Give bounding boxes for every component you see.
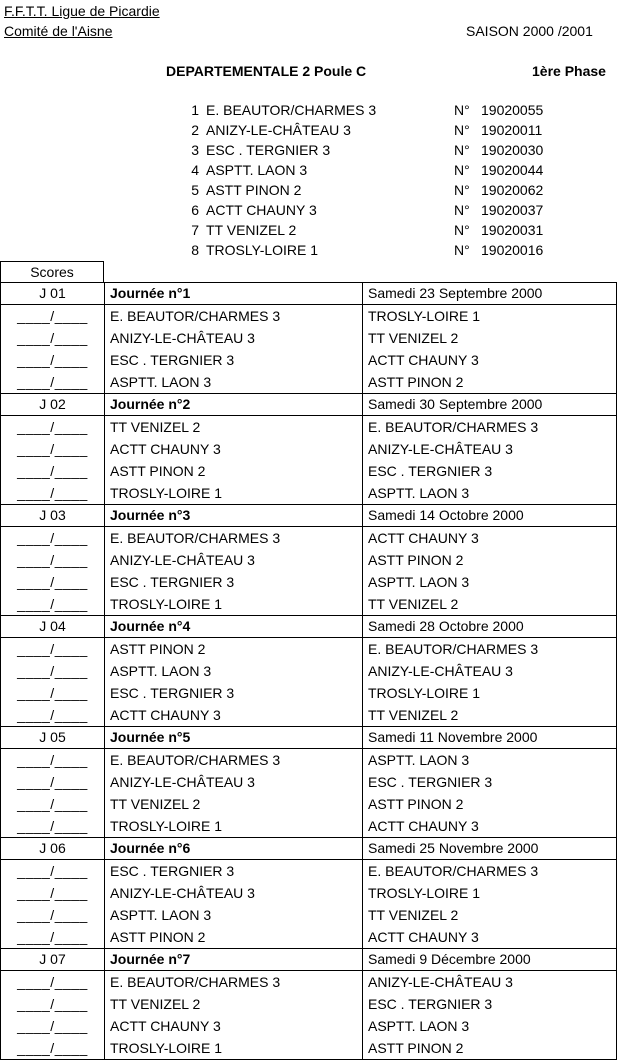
team-id-label: N° bbox=[454, 142, 470, 158]
match-row bbox=[1, 704, 616, 726]
home-team: ASPTT. LAON 3 bbox=[105, 660, 363, 682]
round-header bbox=[1, 838, 616, 860]
round-header bbox=[1, 616, 616, 638]
match-row bbox=[1, 771, 616, 793]
away-team: E. BEAUTOR/CHARMES 3 bbox=[368, 863, 539, 879]
score-field[interactable]: ____/____ bbox=[1, 460, 105, 482]
phase-label: 1ère Phase bbox=[532, 63, 606, 79]
score-field[interactable]: ____/____ bbox=[1, 305, 105, 327]
home-team: TROSLY-LOIRE 1 bbox=[105, 593, 363, 615]
match-row bbox=[1, 327, 616, 349]
round-section bbox=[1, 394, 616, 505]
match-list bbox=[1, 860, 616, 949]
home-team: TT VENIZEL 2 bbox=[105, 793, 363, 815]
round-section bbox=[1, 838, 616, 949]
team-number: 3 bbox=[191, 142, 199, 158]
score-field[interactable]: ____/____ bbox=[1, 638, 105, 660]
round-title: Journée n°3 bbox=[105, 505, 363, 526]
round-header bbox=[1, 949, 616, 971]
match-row bbox=[1, 1015, 616, 1037]
home-team: ESC . TERGNIER 3 bbox=[105, 571, 363, 593]
round-section bbox=[1, 505, 616, 616]
team-list bbox=[0, 102, 620, 262]
round-title: Journée n°6 bbox=[105, 838, 363, 859]
match-row bbox=[1, 438, 616, 460]
score-field[interactable]: ____/____ bbox=[1, 682, 105, 704]
away-team: TT VENIZEL 2 bbox=[368, 707, 459, 723]
home-team: TROSLY-LOIRE 1 bbox=[105, 482, 363, 504]
team-row bbox=[0, 242, 620, 262]
score-field[interactable]: ____/____ bbox=[1, 482, 105, 504]
team-name: ANIZY-LE-CHÂTEAU 3 bbox=[206, 122, 351, 138]
away-team: TT VENIZEL 2 bbox=[368, 330, 459, 346]
team-name: TROSLY-LOIRE 1 bbox=[206, 242, 319, 258]
team-row bbox=[0, 162, 620, 182]
away-team: ASTT PINON 2 bbox=[368, 374, 464, 390]
match-list bbox=[1, 749, 616, 838]
round-date: Samedi 23 Septembre 2000 bbox=[368, 285, 543, 301]
score-field[interactable]: ____/____ bbox=[1, 438, 105, 460]
round-title: Journée n°2 bbox=[105, 394, 363, 415]
match-row bbox=[1, 793, 616, 815]
score-field[interactable]: ____/____ bbox=[1, 416, 105, 438]
score-field[interactable]: ____/____ bbox=[1, 660, 105, 682]
match-row bbox=[1, 549, 616, 571]
match-row bbox=[1, 660, 616, 682]
score-field[interactable]: ____/____ bbox=[1, 815, 105, 837]
round-section bbox=[1, 283, 616, 394]
away-team: TT VENIZEL 2 bbox=[368, 907, 459, 923]
home-team: TT VENIZEL 2 bbox=[105, 993, 363, 1015]
match-row bbox=[1, 1037, 616, 1059]
home-team: ASPTT. LAON 3 bbox=[105, 904, 363, 926]
scores-column-header: Scores bbox=[0, 261, 104, 282]
team-id: 19020030 bbox=[481, 142, 544, 158]
round-header bbox=[1, 505, 616, 527]
match-row bbox=[1, 882, 616, 904]
team-id-label: N° bbox=[454, 242, 470, 258]
score-field[interactable]: ____/____ bbox=[1, 926, 105, 948]
team-name: ASPTT. LAON 3 bbox=[206, 162, 308, 178]
division-title: DEPARTEMENTALE 2 Poule C bbox=[166, 63, 367, 79]
round-title: Journée n°5 bbox=[105, 727, 363, 748]
home-team: ACTT CHAUNY 3 bbox=[105, 438, 363, 460]
season-label: SAISON 2000 /2001 bbox=[466, 23, 593, 39]
home-team: E. BEAUTOR/CHARMES 3 bbox=[105, 971, 363, 993]
round-code: J 05 bbox=[1, 727, 105, 748]
team-id-label: N° bbox=[454, 182, 470, 198]
away-team: ASPTT. LAON 3 bbox=[368, 1018, 470, 1034]
team-id-label: N° bbox=[454, 162, 470, 178]
away-team: ANIZY-LE-CHÂTEAU 3 bbox=[368, 441, 513, 457]
team-id: 19020031 bbox=[481, 222, 544, 238]
home-team: ASTT PINON 2 bbox=[105, 638, 363, 660]
away-team: TROSLY-LOIRE 1 bbox=[368, 885, 481, 901]
team-row bbox=[0, 202, 620, 222]
round-code: J 04 bbox=[1, 616, 105, 637]
score-field[interactable]: ____/____ bbox=[1, 860, 105, 882]
score-field[interactable]: ____/____ bbox=[1, 593, 105, 615]
round-date: Samedi 30 Septembre 2000 bbox=[368, 396, 543, 412]
round-section bbox=[1, 727, 616, 838]
team-number: 5 bbox=[191, 182, 199, 198]
score-field[interactable]: ____/____ bbox=[1, 371, 105, 393]
team-id-label: N° bbox=[454, 102, 470, 118]
round-header bbox=[1, 283, 616, 305]
away-team: ACTT CHAUNY 3 bbox=[368, 929, 479, 945]
match-row bbox=[1, 482, 616, 504]
match-row bbox=[1, 460, 616, 482]
round-date: Samedi 9 Décembre 2000 bbox=[368, 951, 531, 967]
home-team: ASTT PINON 2 bbox=[105, 926, 363, 948]
home-team: E. BEAUTOR/CHARMES 3 bbox=[105, 749, 363, 771]
away-team: ASPTT. LAON 3 bbox=[368, 574, 470, 590]
round-section bbox=[1, 616, 616, 727]
away-team: TT VENIZEL 2 bbox=[368, 596, 459, 612]
match-row bbox=[1, 860, 616, 882]
away-team: ANIZY-LE-CHÂTEAU 3 bbox=[368, 974, 513, 990]
score-field[interactable]: ____/____ bbox=[1, 571, 105, 593]
away-team: ASTT PINON 2 bbox=[368, 552, 464, 568]
score-field[interactable]: ____/____ bbox=[1, 527, 105, 549]
team-name: TT VENIZEL 2 bbox=[206, 222, 297, 238]
round-header bbox=[1, 727, 616, 749]
team-name: ACTT CHAUNY 3 bbox=[206, 202, 317, 218]
home-team: E. BEAUTOR/CHARMES 3 bbox=[105, 527, 363, 549]
team-id-label: N° bbox=[454, 122, 470, 138]
match-row bbox=[1, 305, 616, 327]
round-date: Samedi 28 Octobre 2000 bbox=[368, 618, 524, 634]
match-row bbox=[1, 638, 616, 660]
match-row bbox=[1, 749, 616, 771]
round-code: J 01 bbox=[1, 283, 105, 304]
match-row bbox=[1, 416, 616, 438]
match-list bbox=[1, 638, 616, 727]
home-team: ACTT CHAUNY 3 bbox=[105, 1015, 363, 1037]
home-team: TROSLY-LOIRE 1 bbox=[105, 815, 363, 837]
round-code: J 07 bbox=[1, 949, 105, 970]
match-row bbox=[1, 971, 616, 993]
team-number: 6 bbox=[191, 202, 199, 218]
team-id: 19020037 bbox=[481, 202, 544, 218]
match-row bbox=[1, 527, 616, 549]
schedule-table bbox=[0, 282, 617, 1060]
score-field[interactable]: ____/____ bbox=[1, 971, 105, 993]
round-date: Samedi 14 Octobre 2000 bbox=[368, 507, 524, 523]
committee-title: Comité de l'Aisne bbox=[4, 23, 113, 39]
away-team: ESC . TERGNIER 3 bbox=[368, 774, 493, 790]
team-id: 19020062 bbox=[481, 182, 544, 198]
home-team: ANIZY-LE-CHÂTEAU 3 bbox=[105, 882, 363, 904]
match-row bbox=[1, 904, 616, 926]
home-team: ESC . TERGNIER 3 bbox=[105, 860, 363, 882]
score-field[interactable]: ____/____ bbox=[1, 771, 105, 793]
match-row bbox=[1, 349, 616, 371]
home-team: ASTT PINON 2 bbox=[105, 460, 363, 482]
round-code: J 03 bbox=[1, 505, 105, 526]
team-name: E. BEAUTOR/CHARMES 3 bbox=[206, 102, 377, 118]
team-id: 19020016 bbox=[481, 242, 544, 258]
score-field[interactable]: ____/____ bbox=[1, 749, 105, 771]
home-team: TT VENIZEL 2 bbox=[105, 416, 363, 438]
round-title: Journée n°1 bbox=[105, 283, 363, 304]
match-list bbox=[1, 305, 616, 394]
home-team: ANIZY-LE-CHÂTEAU 3 bbox=[105, 549, 363, 571]
home-team: ASPTT. LAON 3 bbox=[105, 371, 363, 393]
away-team: ESC . TERGNIER 3 bbox=[368, 996, 493, 1012]
round-date: Samedi 25 Novembre 2000 bbox=[368, 840, 539, 856]
score-field[interactable]: ____/____ bbox=[1, 1015, 105, 1037]
team-row bbox=[0, 222, 620, 242]
home-team: ESC . TERGNIER 3 bbox=[105, 682, 363, 704]
away-team: ACTT CHAUNY 3 bbox=[368, 818, 479, 834]
match-list bbox=[1, 416, 616, 505]
away-team: ESC . TERGNIER 3 bbox=[368, 463, 493, 479]
team-row bbox=[0, 122, 620, 142]
score-field[interactable]: ____/____ bbox=[1, 704, 105, 726]
home-team: ANIZY-LE-CHÂTEAU 3 bbox=[105, 771, 363, 793]
round-section bbox=[1, 949, 616, 1059]
match-row bbox=[1, 571, 616, 593]
away-team: TROSLY-LOIRE 1 bbox=[368, 308, 481, 324]
away-team: E. BEAUTOR/CHARMES 3 bbox=[368, 419, 539, 435]
match-row bbox=[1, 682, 616, 704]
team-name: ESC . TERGNIER 3 bbox=[206, 142, 331, 158]
match-list bbox=[1, 527, 616, 616]
score-field[interactable]: ____/____ bbox=[1, 549, 105, 571]
away-team: ANIZY-LE-CHÂTEAU 3 bbox=[368, 663, 513, 679]
team-id: 19020011 bbox=[481, 122, 543, 138]
team-number: 7 bbox=[191, 222, 199, 238]
team-row bbox=[0, 102, 620, 122]
score-field[interactable]: ____/____ bbox=[1, 993, 105, 1015]
team-number: 4 bbox=[191, 162, 199, 178]
away-team: ASPTT. LAON 3 bbox=[368, 485, 470, 501]
away-team: TROSLY-LOIRE 1 bbox=[368, 685, 481, 701]
home-team: E. BEAUTOR/CHARMES 3 bbox=[105, 305, 363, 327]
team-row bbox=[0, 182, 620, 202]
score-field[interactable]: ____/____ bbox=[1, 882, 105, 904]
round-header bbox=[1, 394, 616, 416]
home-team: ACTT CHAUNY 3 bbox=[105, 704, 363, 726]
round-title: Journée n°4 bbox=[105, 616, 363, 637]
match-row bbox=[1, 926, 616, 948]
round-code: J 06 bbox=[1, 838, 105, 859]
away-team: ASPTT. LAON 3 bbox=[368, 752, 470, 768]
away-team: ASTT PINON 2 bbox=[368, 796, 464, 812]
team-number: 1 bbox=[191, 102, 199, 118]
match-row bbox=[1, 815, 616, 837]
score-field[interactable]: ____/____ bbox=[1, 904, 105, 926]
match-list bbox=[1, 971, 616, 1059]
score-field[interactable]: ____/____ bbox=[1, 1037, 105, 1059]
team-id-label: N° bbox=[454, 202, 470, 218]
away-team: ACTT CHAUNY 3 bbox=[368, 530, 479, 546]
score-field[interactable]: ____/____ bbox=[1, 793, 105, 815]
match-row bbox=[1, 993, 616, 1015]
team-id: 19020055 bbox=[481, 102, 544, 118]
score-field[interactable]: ____/____ bbox=[1, 349, 105, 371]
away-team: ASTT PINON 2 bbox=[368, 1040, 464, 1056]
away-team: E. BEAUTOR/CHARMES 3 bbox=[368, 641, 539, 657]
team-number: 2 bbox=[191, 122, 199, 138]
team-id: 19020044 bbox=[481, 162, 544, 178]
team-row bbox=[0, 142, 620, 162]
home-team: ANIZY-LE-CHÂTEAU 3 bbox=[105, 327, 363, 349]
team-name: ASTT PINON 2 bbox=[206, 182, 302, 198]
away-team: ACTT CHAUNY 3 bbox=[368, 352, 479, 368]
team-number: 8 bbox=[191, 242, 199, 258]
match-row bbox=[1, 371, 616, 393]
score-field[interactable]: ____/____ bbox=[1, 327, 105, 349]
team-id-label: N° bbox=[454, 222, 470, 238]
federation-title: F.F.T.T. Ligue de Picardie bbox=[4, 3, 160, 19]
round-code: J 02 bbox=[1, 394, 105, 415]
match-row bbox=[1, 593, 616, 615]
home-team: ESC . TERGNIER 3 bbox=[105, 349, 363, 371]
round-date: Samedi 11 Novembre 2000 bbox=[368, 729, 538, 745]
round-title: Journée n°7 bbox=[105, 949, 363, 970]
home-team: TROSLY-LOIRE 1 bbox=[105, 1037, 363, 1059]
